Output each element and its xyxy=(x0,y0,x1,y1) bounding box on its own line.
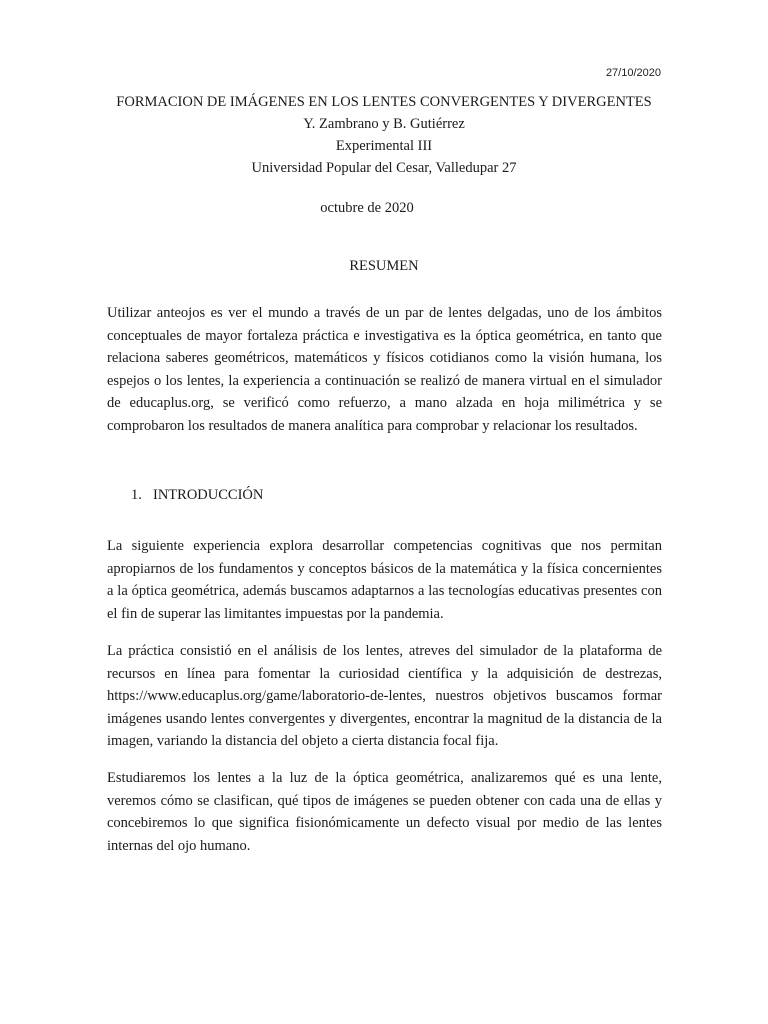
intro-paragraph-1: La siguiente experiencia explora desarrollar competencias cognitivas que nos permitan apropiarnos de los fundamentos y conceptos básicos de la matemática y la física concernientes a la óptica geométrica, además buscamos adaptarnos a las tecnologías educativas presentes con el fin de superar las limitantes impuestas por la pandemia. xyxy=(107,538,662,622)
date-line: octubre de 2020 xyxy=(320,200,414,216)
intro-paragraph-3: Estudiaremos los lentes a la luz de la óptica geométrica, analizaremos qué es una lente, veremos cómo se clasifican, qué tipos de imágenes se pueden obtener con cada una de ellas y concebiremos lo que significa fisionómicamente un defecto visual por medio de las lentes internas del ojo humano. xyxy=(107,770,662,854)
document-title: FORMACION DE IMÁGENES EN LOS LENTES CONVERGENTES Y DIVERGENTES xyxy=(116,94,652,110)
abstract-heading: RESUMEN xyxy=(349,258,419,274)
section-heading-introduction xyxy=(131,487,263,504)
document-date: 27/10/2020 xyxy=(605,67,661,79)
date-line-wrapper xyxy=(100,200,668,217)
section-number: 1. xyxy=(131,487,142,503)
course-name: Experimental III xyxy=(335,138,433,154)
abstract-paragraph: Utilizar anteojos es ver el mundo a través de un par de lentes delgadas, uno de los ámbitos conceptuales de mayor fortaleza práctica e investigativa es la óptica geométrica, en tanto que relaciona saberes geométricos, matemáticos y físicos cotidianos como la visión humana, los espejos o los lentes, la experiencia a continuación se realizó de manera virtual en el simulador de educaplus.org, se verificó como refuerzo, a mano alzada en hoja milimétrica y se comprobaron los resultados de manera analítica para comprobar y relacionar los resultados. xyxy=(107,305,662,434)
authors: Y. Zambrano y B. Gutiérrez xyxy=(303,116,465,132)
section-title: INTRODUCCIÓN xyxy=(153,487,264,503)
university: Universidad Popular del Cesar, Valledupar 27 xyxy=(251,160,517,176)
intro-paragraph-2: La práctica consistió en el análisis de los lentes, atreves del simulador de la plataforma de recursos en línea para fomentar la curiosidad científica y la adquisición de destrezas, https://www.educaplus.org/game/laboratorio-de-lentes, nuestros objetivos buscamos formar imágenes usando lentes convergentes y divergentes, encontrar la magnitud de la distancia de la imagen, variando la distancia del objeto a cierta distancia focal fija. xyxy=(107,643,662,750)
document-header xyxy=(100,91,668,179)
